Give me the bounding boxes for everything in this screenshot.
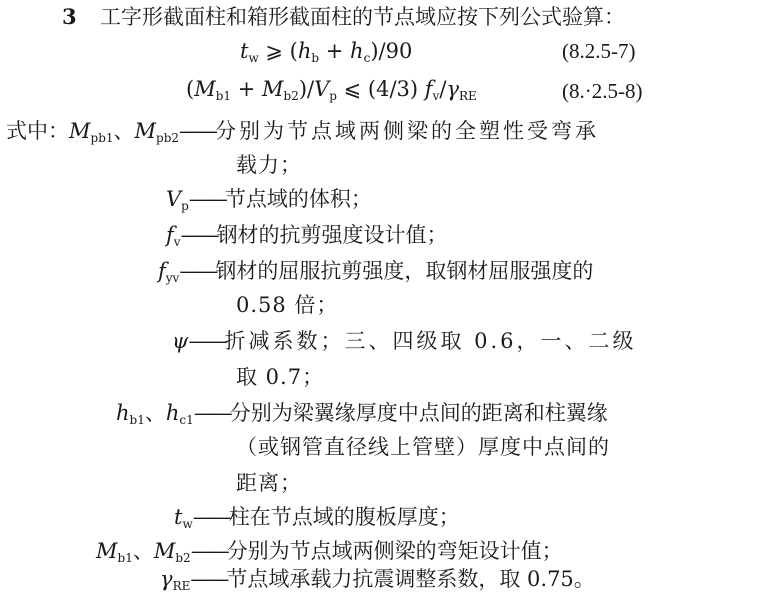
eq2-le: ⩽ (4/3) <box>336 77 425 101</box>
def5-line2: 距离； <box>236 471 302 495</box>
def0-line1: 载力； <box>236 153 302 177</box>
definition-vp <box>166 184 372 214</box>
def1-line0: 节点域的体积； <box>224 187 372 211</box>
def8-line0: 节点域承载力抗震调整系数，取 0.75。 <box>226 567 595 591</box>
def4-sym: ψ <box>172 329 189 353</box>
definition-mpb <box>6 116 599 146</box>
eq1-tw: $t_w$ <box>240 39 259 65</box>
eq1-plus: + <box>319 39 351 63</box>
def0-sym2: $M_{pb2}$ <box>134 119 180 145</box>
eq2-div: )/ <box>298 77 315 101</box>
def3-dash: —— <box>179 259 216 283</box>
eq2-fv: $f_v$ <box>424 77 440 103</box>
eq2-open: ( <box>186 77 195 101</box>
def3-sym: $f_{yv}$ <box>158 259 180 285</box>
def8-dash: —— <box>190 567 227 591</box>
eq2-mb2: $M_{b2}$ <box>262 77 299 103</box>
equation-2 <box>186 74 477 104</box>
definition-fyv <box>158 256 593 286</box>
def2-sym: $f_v$ <box>166 223 181 249</box>
eq1-hb: $h_b$ <box>297 39 320 65</box>
def8-sym: $\gamma_{RE}$ <box>160 567 191 593</box>
def1-dash: —— <box>188 187 225 211</box>
definition-mb1-mb2 <box>96 536 563 566</box>
def4-dash: —— <box>188 329 225 353</box>
def2-dash: —— <box>180 223 217 247</box>
def6-dash: —— <box>192 505 229 529</box>
equation-1 <box>240 36 412 66</box>
def7-sym2: $M_{b2}$ <box>153 539 191 565</box>
eq2-mb1: $M_{b1}$ <box>194 77 232 103</box>
eq2-plus: + <box>231 77 262 101</box>
eq2-vp: $V_p$ <box>314 77 337 103</box>
eq1-op1: ⩾ ( <box>258 39 298 63</box>
equation-2-number: (8.·2.5-8) <box>562 79 643 103</box>
clause-text: 工字形截面柱和箱形截面柱的节点域应按下列公式验算： <box>100 5 625 29</box>
definition-gamma-re <box>160 564 595 594</box>
def7-line0: 分别为节点域两侧梁的弯矩设计值； <box>226 539 563 563</box>
clause-number: 3 <box>62 4 77 29</box>
def1-sym: $V_p$ <box>166 187 189 213</box>
eq1-tail: )/90 <box>370 39 413 63</box>
def5-sym2: $h_{c1}$ <box>165 401 194 427</box>
def3-line0: 钢材的屈服抗剪强度，取钢材屈服强度的 <box>215 259 594 283</box>
def0-dash: —— <box>179 119 216 143</box>
def6-sym: $t_w$ <box>174 505 193 531</box>
definition-psi <box>172 326 637 356</box>
definition-tw <box>174 502 460 532</box>
eq1-hc: $h_c$ <box>350 39 371 65</box>
def3-line1: 0.58 倍； <box>236 293 339 317</box>
def7-sep: 、 <box>132 539 154 563</box>
def4-line1: 取 0.7； <box>236 365 325 389</box>
def7-dash: —— <box>190 539 227 563</box>
eq2-slash: / <box>439 77 447 101</box>
def0-sep: 、 <box>113 119 135 143</box>
def5-sep: 、 <box>144 401 166 425</box>
eq2-gamma: $\gamma_{RE}$ <box>446 77 477 103</box>
def7-sym1: $M_{b1}$ <box>96 539 133 565</box>
where-label: 式中： <box>6 119 69 143</box>
def5-sym1: $h_{b1}$ <box>116 401 145 427</box>
def5-line0: 分别为梁翼缘厚度中点间的距离和柱翼缘 <box>229 401 608 425</box>
def4-line0: 折减系数；三、四级取 0.6，一、二级 <box>224 329 637 353</box>
definition-hb1-hc1 <box>116 398 608 428</box>
def2-line0: 钢材的抗剪强度设计值； <box>216 223 448 247</box>
def5-line1: （或钢管直径线上管壁）厚度中点间的 <box>236 435 610 459</box>
definition-fv <box>166 220 448 250</box>
clause-heading <box>62 2 625 32</box>
equation-1-number: (8.2.5-7) <box>562 39 636 63</box>
def0-sym1: $M_{pb1}$ <box>69 119 114 145</box>
def0-line0: 分别为节点域两侧梁的全塑性受弯承 <box>215 119 600 143</box>
def6-line0: 柱在节点域的腹板厚度； <box>228 505 460 529</box>
def5-dash: —— <box>193 401 230 425</box>
